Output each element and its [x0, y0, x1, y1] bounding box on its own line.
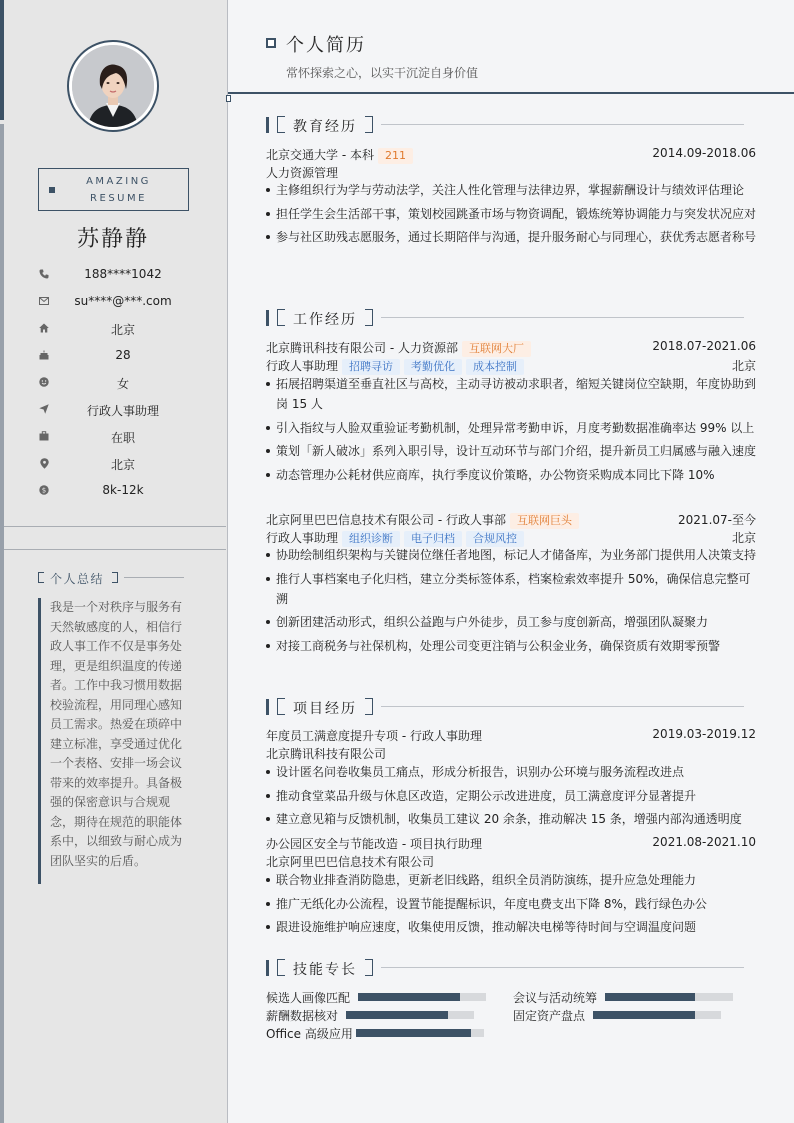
- skill-bar-fill: [346, 1011, 448, 1019]
- list-item: 策划「新人破冰」系列入职引导，设计互动环节与部门介绍，提升新员工归属感与融入速度: [266, 441, 756, 461]
- phone-value: 188****1042: [84, 267, 162, 281]
- job-1-city: 北京: [731, 359, 756, 373]
- home-value: 北京: [110, 323, 135, 337]
- list-item: 动态管理办公耗材供应商库，执行季度议价策略，办公物资采购成本同比下降 10%: [266, 465, 756, 485]
- info-city: [38, 455, 188, 475]
- gender-value: 女: [116, 377, 129, 391]
- project-2-org: 北京阿里巴巴信息技术有限公司: [266, 855, 435, 869]
- sidebar: [0, 0, 228, 1123]
- job-1-company-tag: 互联网大厂: [462, 341, 531, 357]
- job-1-role-row: [266, 357, 756, 375]
- skill-item: [513, 1007, 733, 1023]
- section-skills-heading: [266, 959, 744, 977]
- section-bar: [266, 960, 269, 976]
- bracket-left-icon: [38, 572, 44, 583]
- amazing-resume-badge: [38, 168, 189, 211]
- badge-line-1: AMAZING: [86, 176, 151, 187]
- list-item: 联合物业排查消防隐患，更新老旧线路，组织全员消防演练，提升应急处理能力: [266, 870, 756, 890]
- education-major: 人力资源管理: [266, 166, 339, 180]
- title-square-icon: [266, 38, 276, 48]
- project-1-date: 2019.03-2019.12: [652, 727, 756, 741]
- page-title: 个人简历: [286, 35, 366, 56]
- job-2-date: 2021.07-至今: [678, 513, 756, 527]
- education-date: 2014.09-2018.06: [652, 146, 756, 160]
- project-2-bullets: [266, 870, 756, 941]
- job-1-bullets: [266, 374, 756, 488]
- mail-icon: [38, 295, 50, 307]
- summary-heading-line: [124, 577, 184, 578]
- skill-bar-fill: [358, 993, 460, 1001]
- email-value: su****@***.com: [74, 294, 172, 308]
- education-bullets: [266, 180, 756, 251]
- education-header-row: [266, 146, 756, 164]
- sidebar-divider: [4, 549, 226, 550]
- job-2-header-row: [266, 511, 756, 529]
- skill-item: [266, 1007, 486, 1023]
- skill-bar-track: [346, 1011, 474, 1019]
- bracket-right-icon: [112, 572, 118, 583]
- section-education-heading: [266, 116, 744, 134]
- summary-accent-bar: [38, 598, 41, 884]
- section-bar: [266, 310, 269, 326]
- bracket-right-icon: [365, 309, 373, 326]
- svg-text:$: $: [41, 486, 47, 495]
- project-2-name: 办公园区安全与节能改造 - 项目执行助理: [266, 837, 482, 851]
- section-title: 教育经历: [293, 119, 357, 135]
- location-icon: [38, 457, 50, 469]
- section-title: 工作经历: [293, 312, 357, 328]
- section-title: 项目经历: [293, 701, 357, 717]
- skill-item: [266, 1025, 486, 1041]
- info-phone: [38, 266, 188, 286]
- status-value: 在职: [110, 431, 135, 445]
- phone-icon: [38, 268, 50, 280]
- skill-bar-track: [356, 1029, 484, 1037]
- section-bar: [266, 699, 269, 715]
- skill-bar-fill: [593, 1011, 695, 1019]
- job-2-role: 行政人事助理: [266, 531, 339, 545]
- bracket-right-icon: [365, 959, 373, 976]
- bracket-left-icon: [277, 116, 285, 133]
- bracket-right-icon: [365, 116, 373, 133]
- list-item: 引入指纹与人脸双重验证考勤机制，处理异常考勤申诉，月度考勤数据准确率达 99% 以上: [266, 418, 756, 438]
- section-title: 技能专长: [293, 962, 357, 978]
- list-item: 跟进设施维护响应速度，收集使用反馈，推动解决电梯等待时间与空调温度问题: [266, 917, 756, 937]
- summary-title: 个人总结: [50, 572, 105, 586]
- list-item: 推行人事档案电子化归档，建立分类标签体系，档案检索效率提升 50%，确保信息完整可溯: [266, 569, 756, 609]
- skill-name: 会议与活动统筹: [513, 991, 598, 1005]
- project-2-date: 2021.08-2021.10: [652, 835, 756, 849]
- info-salary: [38, 482, 188, 502]
- job-1-skill-tag: 招聘寻访: [342, 359, 400, 375]
- list-item: 拓展招聘渠道至垂直社区与高校，主动寻访被动求职者，缩短关键岗位空缺期，年度协助到岗 15 人: [266, 374, 756, 414]
- cake-icon: [38, 349, 50, 361]
- job-2-company-tag: 互联网巨头: [510, 513, 579, 529]
- position-value: 行政人事助理: [86, 404, 159, 418]
- section-projects-heading: [266, 698, 744, 716]
- sidebar-divider: [4, 526, 226, 527]
- badge-line-2: RESUME: [90, 193, 147, 204]
- skill-bar-fill: [356, 1029, 471, 1037]
- section-work-heading: [266, 309, 744, 327]
- section-line: [381, 124, 744, 125]
- candidate-name: 苏静静: [76, 227, 149, 252]
- job-2-bullets: [266, 545, 756, 659]
- home-icon: [38, 322, 50, 334]
- section-bar: [266, 117, 269, 133]
- header-marker-icon: [226, 95, 231, 102]
- job-1-header-row: [266, 339, 756, 357]
- job-1-date: 2018.07-2021.06: [652, 339, 756, 353]
- list-item: 担任学生会生活部干事，策划校园跳蚤市场与物资调配，锻炼统筹协调能力与突发状况应对: [266, 204, 756, 224]
- profile-photo: [72, 45, 154, 127]
- info-home: [38, 320, 188, 340]
- skill-bar-fill: [605, 993, 695, 1001]
- job-2-city: 北京: [731, 531, 756, 545]
- bracket-left-icon: [277, 698, 285, 715]
- project-2-org-row: [266, 853, 756, 871]
- job-2-skill-tag: 组织诊断: [342, 531, 400, 547]
- list-item: 设计匿名问卷收集员工痛点，形成分析报告，识别办公环境与服务流程改进点: [266, 762, 756, 782]
- info-email: [38, 293, 188, 313]
- avatar: [67, 40, 159, 132]
- info-position: [38, 401, 188, 421]
- project-2-header-row: [266, 835, 756, 853]
- sidebar-accent-bar: [0, 0, 4, 120]
- job-1-skill-tag: 考勤优化: [404, 359, 462, 375]
- skill-name: 薪酬数据核对: [266, 1009, 339, 1023]
- header-divider: [228, 92, 794, 94]
- project-1-name: 年度员工满意度提升专项 - 行政人事助理: [266, 729, 482, 743]
- skill-item: [266, 989, 486, 1005]
- list-item: 建立意见箱与反馈机制，收集员工建议 20 余条，推动解决 15 条，增强内部沟通透明度: [266, 809, 756, 829]
- age-value: 28: [115, 348, 131, 362]
- list-item: 推动食堂菜品升级与休息区改造，定期公示改进进度，员工满意度评分显著提升: [266, 786, 756, 806]
- list-item: 创新团建活动形式，组织公益跑与户外徒步，员工参与度创新高，增强团队凝聚力: [266, 612, 756, 632]
- send-icon: [38, 403, 50, 415]
- project-1-header-row: [266, 727, 756, 745]
- summary-text: 我是一个对秩序与服务有天然敏感度的人，相信行政人事工作不仅是事务处理，更是组织温度的传递者。工作中我习惯用数据校验流程，用同理心感知员工需求。热爱在琐碎中建立标准，享受通过优化一个表格、安排一场会议带来的效率提升。具备极强的保密意识与合规观念，期待在规范的职能体系中，以细致与耐心成为团队坚实的后盾。: [50, 600, 183, 868]
- list-item: 协助绘制组织架构与关键岗位继任者地图，标记人才储备库，为业务部门提供用人决策支持: [266, 545, 756, 565]
- list-item: 主修组织行为学与劳动法学，关注人性化管理与法律边界，掌握薪酬设计与绩效评估理论: [266, 180, 756, 200]
- job-1-role: 行政人事助理: [266, 359, 339, 373]
- job-1-skill-tag: 成本控制: [466, 359, 524, 375]
- skill-name: Office 高级应用: [266, 1027, 353, 1041]
- city-value: 北京: [110, 458, 135, 472]
- job-2-skill-tag: 电子归档: [404, 531, 462, 547]
- bracket-left-icon: [277, 959, 285, 976]
- info-gender: [38, 374, 188, 394]
- list-item: 参与社区助残志愿服务，通过长期陪伴与沟通，提升服务耐心与同理心，获优秀志愿者称号: [266, 227, 756, 247]
- list-item: 对接工商税务与社保机构，处理公司变更注销与公积金业务，确保资质有效期零预警: [266, 636, 756, 656]
- skill-name: 候选人画像匹配: [266, 991, 351, 1005]
- money-icon: [38, 484, 50, 496]
- skill-bar-track: [605, 993, 733, 1001]
- education-school: 北京交通大学 - 本科: [266, 148, 374, 162]
- bracket-right-icon: [365, 698, 373, 715]
- summary-heading: [38, 570, 188, 586]
- sidebar-accent-bar-lower: [0, 124, 4, 1123]
- bracket-left-icon: [277, 309, 285, 326]
- briefcase-icon: [38, 430, 50, 442]
- person-portrait-icon: [72, 45, 154, 127]
- skill-item: [513, 989, 733, 1005]
- section-line: [381, 706, 744, 707]
- project-1-bullets: [266, 762, 756, 833]
- job-2-skill-tag: 合规风控: [466, 531, 524, 547]
- salary-value: 8k-12k: [102, 483, 144, 497]
- section-line: [381, 317, 744, 318]
- section-line: [381, 967, 744, 968]
- page-subtitle: 常怀探索之心，以实干沉淀自身价值: [286, 66, 479, 80]
- skill-bar-track: [358, 993, 486, 1001]
- smile-icon: [38, 376, 50, 388]
- education-tag: 211: [378, 148, 413, 164]
- skill-name: 固定资产盘点: [513, 1009, 586, 1023]
- job-1-company: 北京腾讯科技有限公司 - 人力资源部: [266, 341, 458, 355]
- job-2-company: 北京阿里巴巴信息技术有限公司 - 行政人事部: [266, 513, 506, 527]
- info-status: [38, 428, 188, 448]
- project-1-org-row: [266, 745, 756, 763]
- info-age: [38, 347, 188, 367]
- project-1-org: 北京腾讯科技有限公司: [266, 747, 387, 761]
- skill-bar-track: [593, 1011, 721, 1019]
- list-item: 推广无纸化办公流程，设置节能提醒标识，年度电费支出下降 8%，践行绿色办公: [266, 894, 756, 914]
